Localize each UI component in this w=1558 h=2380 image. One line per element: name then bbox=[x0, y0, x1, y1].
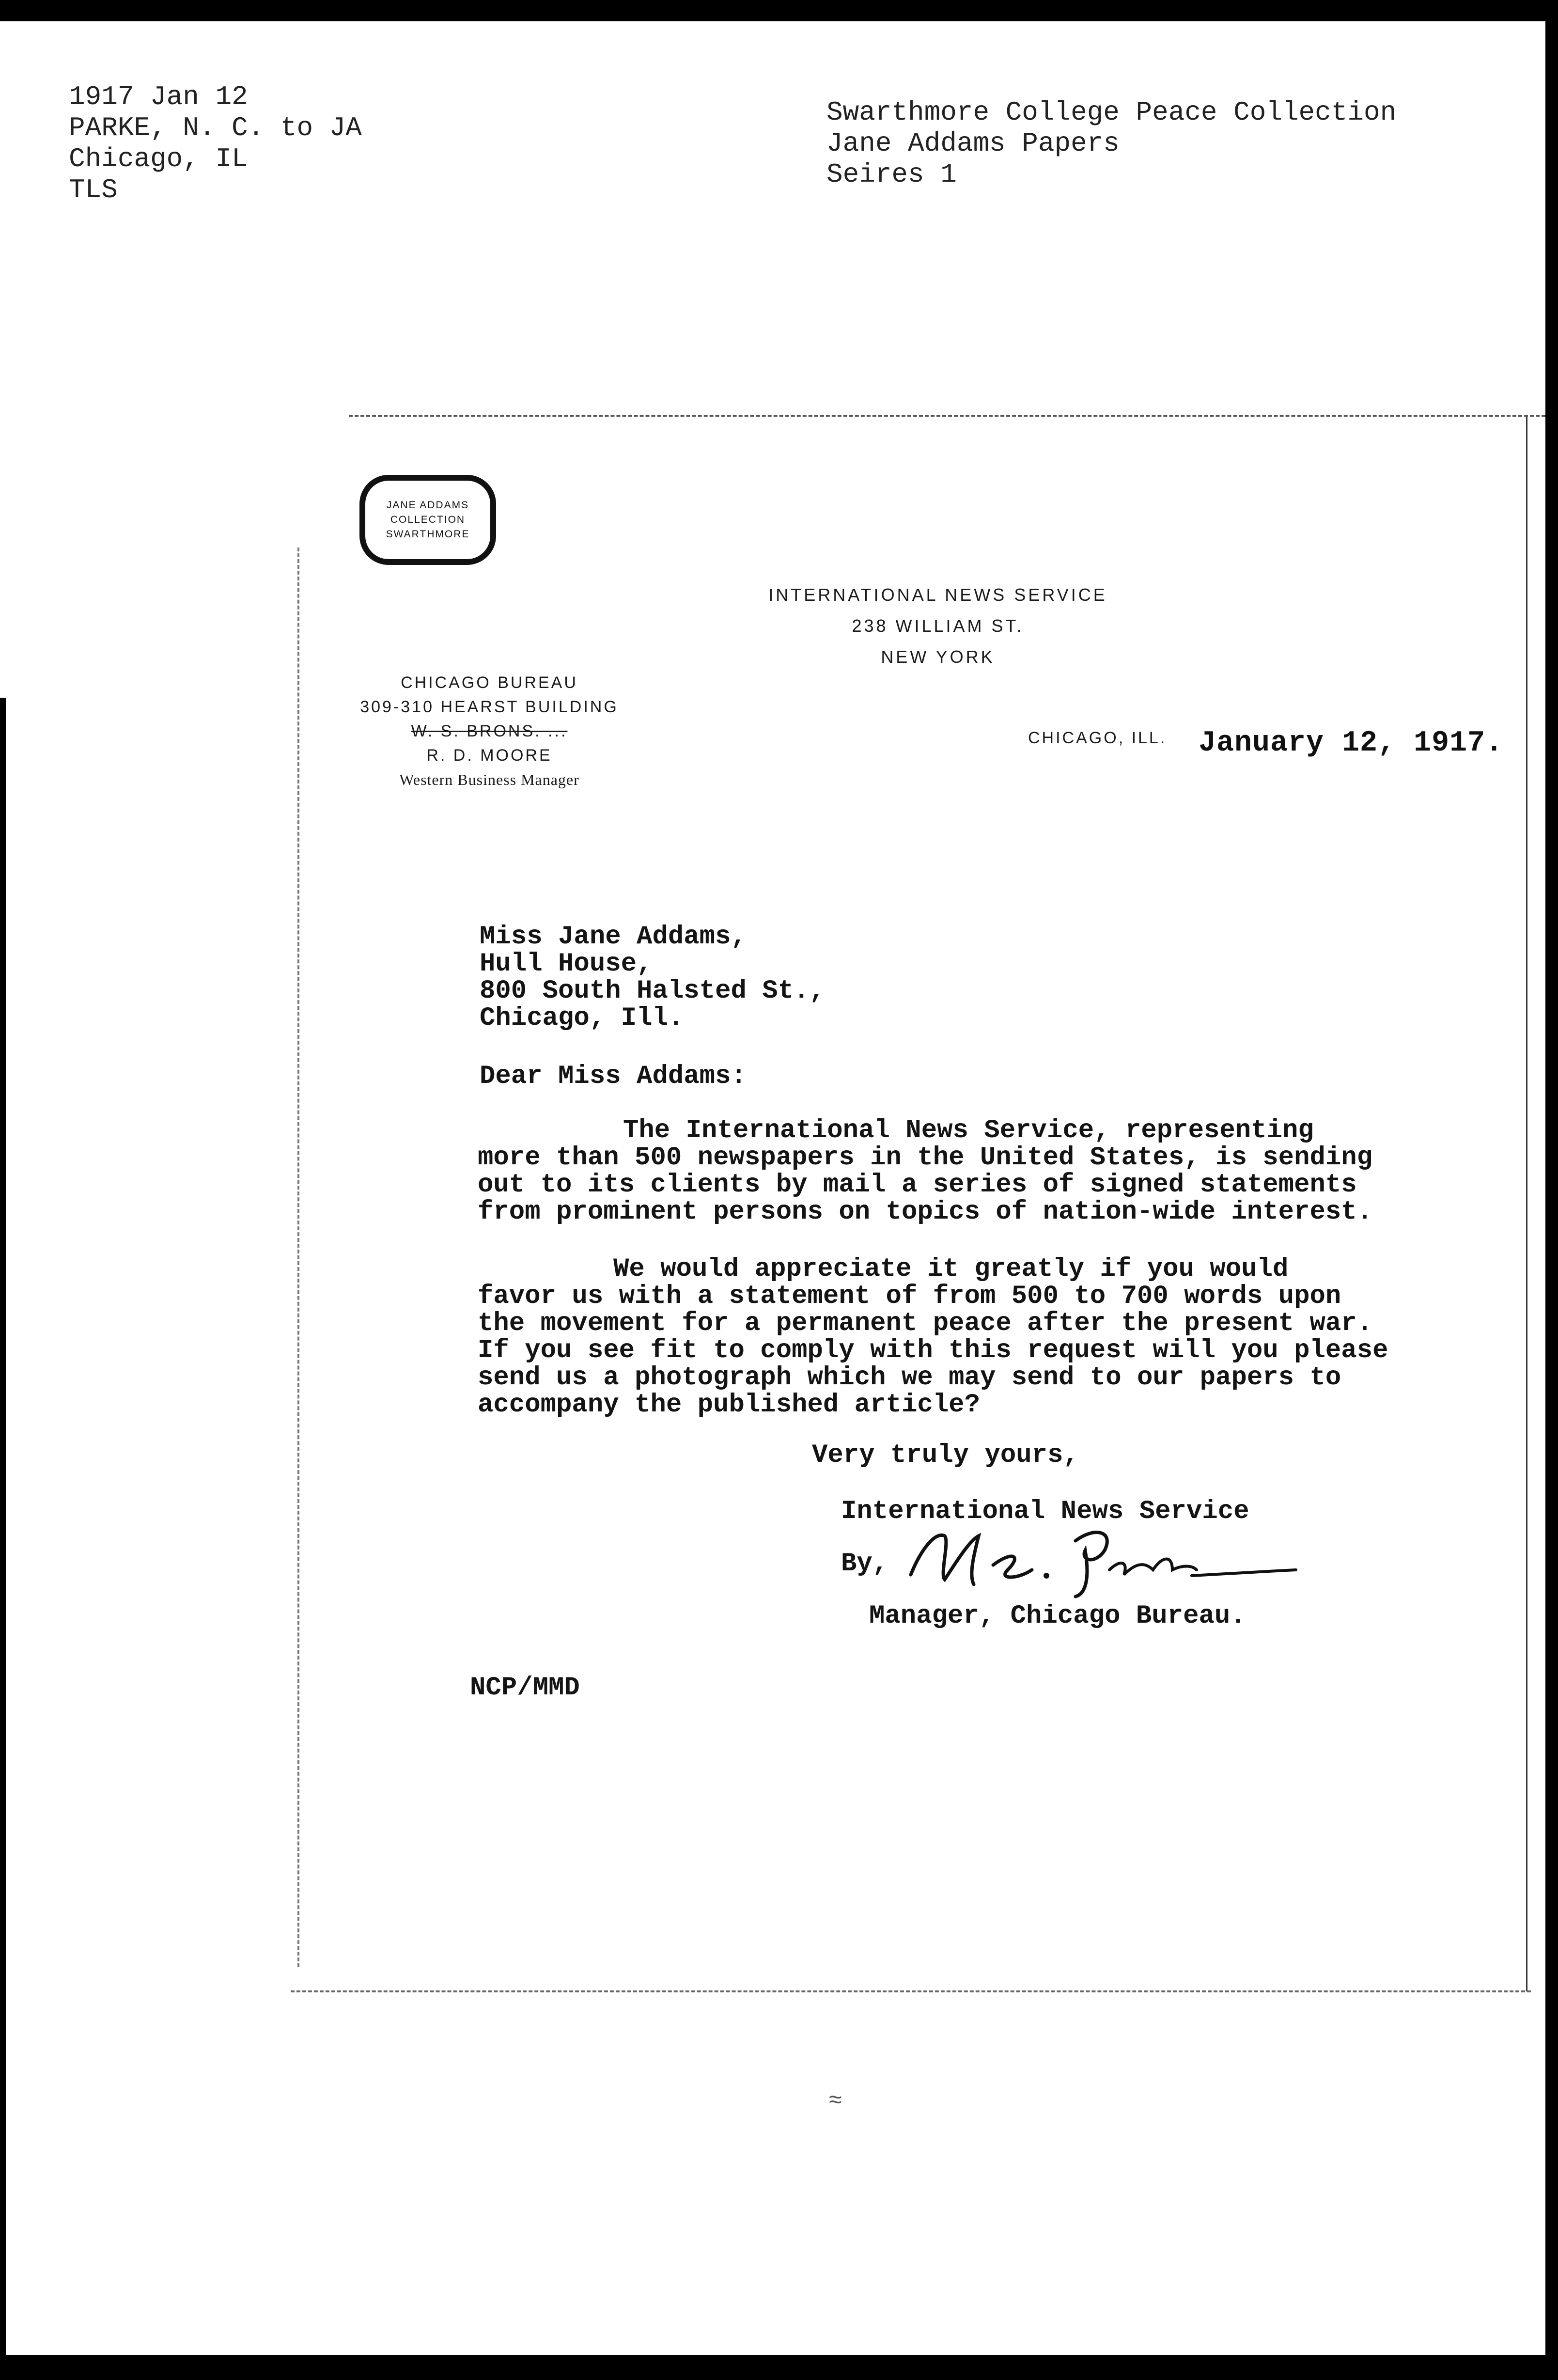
letterhead-org bbox=[754, 579, 1122, 673]
stamp-line: COLLECTION bbox=[390, 514, 466, 525]
paragraph-line: out to its clients by mail a series of signed statements bbox=[478, 1170, 1357, 1200]
bureau-phone: W. S. BRONS. ... bbox=[411, 722, 568, 740]
signoff-title: Manager, Chicago Bureau. bbox=[869, 1601, 1246, 1631]
paragraph-line: We would appreciate it greatly if you would bbox=[613, 1254, 1289, 1284]
letterhead-bureau bbox=[339, 671, 639, 792]
paragraph-line: from prominent persons on topics of nation-wide interest. bbox=[478, 1197, 1373, 1227]
recipient-address bbox=[480, 924, 825, 1032]
bureau-manager: R. D. MOORE bbox=[426, 746, 552, 765]
bureau-manager-title: Western Business Manager bbox=[399, 771, 579, 788]
scan-border-right bbox=[1545, 0, 1558, 2380]
recipient-line: Miss Jane Addams, bbox=[480, 922, 747, 952]
recipient-line: 800 South Halsted St., bbox=[480, 976, 825, 1006]
scan-border-left bbox=[0, 698, 6, 2380]
bureau-name: CHICAGO BUREAU bbox=[401, 673, 578, 692]
signoff-organization: International News Service bbox=[841, 1497, 1249, 1526]
paragraph-line: more than 500 newspapers in the United States, is sending bbox=[478, 1143, 1373, 1173]
collection-stamp bbox=[359, 475, 496, 565]
body-paragraph-1 bbox=[478, 1117, 1384, 1226]
closing: Very truly yours, bbox=[812, 1441, 1079, 1470]
archive-collection bbox=[826, 97, 1396, 190]
recipient-line: Chicago, Ill. bbox=[480, 1003, 684, 1033]
letterhead-org-street: 238 WILLIAM ST. bbox=[852, 616, 1024, 636]
archive-date: 1917 Jan 12 bbox=[69, 81, 248, 112]
letter-date: January 12, 1917. bbox=[1199, 727, 1504, 760]
archive-location: Chicago, IL bbox=[69, 143, 248, 174]
salutation: Dear Miss Addams: bbox=[480, 1062, 747, 1091]
paragraph-line: If you see fit to comply with this request will you please bbox=[478, 1336, 1388, 1365]
letterhead-place: CHICAGO, ILL. bbox=[1028, 729, 1167, 747]
page-edge-bottom bbox=[291, 1990, 1531, 1992]
scan-border-top bbox=[0, 0, 1558, 21]
footer-mark: ≈ bbox=[828, 2088, 842, 2114]
body-paragraph-2 bbox=[478, 1254, 1388, 1420]
collection-series: Seires 1 bbox=[826, 159, 957, 190]
paragraph-line: send us a photograph which we may send to our papers to bbox=[478, 1363, 1341, 1393]
signoff-by: By, bbox=[841, 1549, 888, 1579]
handwritten-signature bbox=[901, 1521, 1298, 1599]
stamp-line: SWARTHMORE bbox=[386, 529, 470, 540]
typist-initials: NCP/MMD bbox=[470, 1673, 580, 1703]
paragraph-line: favor us with a statement of from 500 to 700 words upon bbox=[478, 1282, 1341, 1311]
recipient-line: Hull House, bbox=[480, 949, 653, 979]
bureau-building: 309-310 HEARST BUILDING bbox=[360, 698, 619, 716]
scan-border-bottom bbox=[0, 2355, 1558, 2380]
archive-metadata bbox=[69, 81, 362, 205]
page-edge-right bbox=[1526, 417, 1527, 1991]
paragraph-line: the movement for a permanent peace after the present war. bbox=[478, 1309, 1373, 1338]
stamp-line: JANE ADDAMS bbox=[386, 500, 469, 511]
letterhead-org-name: INTERNATIONAL NEWS SERVICE bbox=[768, 585, 1107, 605]
letterhead-org-city: NEW YORK bbox=[881, 647, 995, 667]
archive-doc-type: TLS bbox=[69, 174, 118, 205]
paragraph-line: accompany the published article? bbox=[478, 1390, 980, 1420]
page-edge-left bbox=[297, 548, 299, 1967]
paragraph-line: The International News Service, representing bbox=[623, 1116, 1314, 1145]
collection-papers: Jane Addams Papers bbox=[826, 128, 1120, 159]
collection-name: Swarthmore College Peace Collection bbox=[826, 97, 1397, 128]
page-edge-top bbox=[349, 415, 1545, 417]
archive-correspondents: PARKE, N. C. to JA bbox=[69, 112, 362, 143]
